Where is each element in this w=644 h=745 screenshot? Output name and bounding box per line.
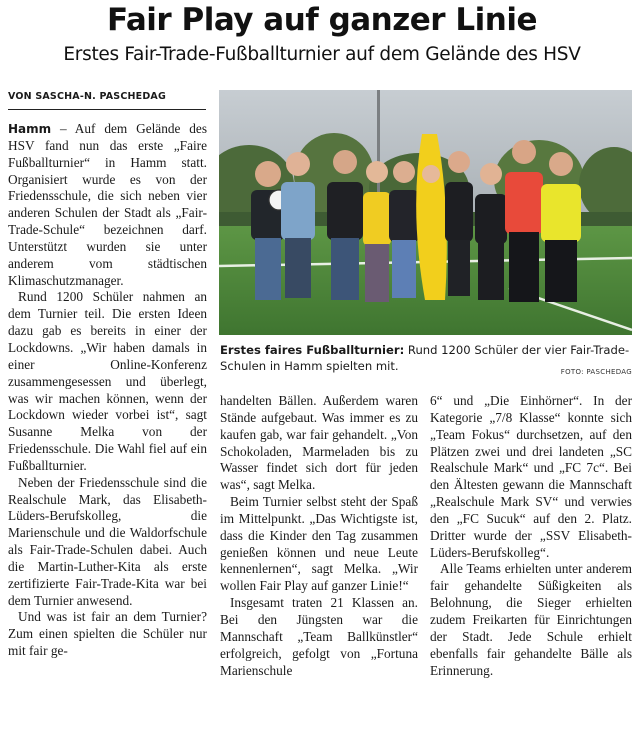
headline: Fair Play auf ganzer Linie <box>107 2 537 38</box>
dateline: Hamm <box>8 122 52 136</box>
paragraph: handelten Bällen. Außerdem waren Stände aufgebaut. Was immer es zu kaufen gab, war fair gehandelt. „Von Schokoladen, Marmeladen bis zu Wasser findet sich dort für jeden was“, sagt Melka. <box>220 393 418 493</box>
paragraph: Rund 1200 Schüler nahmen an dem Turnier teil. Die ersten Ideen dazu gab es bereits in einer der Lockdowns. „Wir haben damals in einer Online-Konferenz zusammengesessen und überlegt, was wir machen können, wenn der Lockdown wieder vorbei ist“, sagt Susanne Melka von der Friedensschule. Die Wahl fiel auf ein Fußballturnier. <box>8 289 207 473</box>
caption-lead: Erstes faires Fußballturnier: <box>220 343 405 357</box>
byline: VON SASCHA-N. PASCHEDAG <box>8 90 206 110</box>
paragraph: Neben der Friedensschule sind die Realschule Mark, das Elisabeth-Lüders-Berufskolleg, die Marienschule und die Waldorfschule als Fair-Trade-Schulen dabei. Auch die Martin-Luther-Kita als erste zertifizierte Fair-Trade-Kita war bei dem Turnier anwesend. <box>8 474 207 608</box>
photo-credit: FOTO: PASCHEDAG <box>560 368 632 376</box>
paragraph <box>8 121 207 289</box>
paragraph-text: – Auf dem Gelände des HSV fand nun das erste „Faire Fußballturnier“ in Hamm statt. Organisiert wurde es von der Friedensschule, die sich neben vier anderen Schulen der Stadt als „Fair-Trade-Schule“ bezeichnen darf. Unterstützt wurden sie unter anderem vom städtischen Klimaschutzmanager. <box>8 121 207 288</box>
paragraph: Und was ist fair an dem Turnier? Zum einen spielten die Schüler nur mit fair ge- <box>8 609 207 659</box>
text-column-2 <box>220 393 418 679</box>
paragraph: 6“ und „Die Einhörner“. In der Kategorie „7/8 Klasse“ konnte sich „Team Fokus“ durchsetzen, auf den Plätzen zwei und drei landeten „SC Realschule Mark“ und „FC 7c“. Bei den Ältesten gewann die Mannschaft „Realschule Mark SV“ und verwies den „FC Sucuk“ auf den 2. Platz. Dritter wurde der „SSV Elisabeth-Lüders-Berufskolleg“. <box>430 393 632 560</box>
text-column-1 <box>8 121 207 660</box>
paragraph: Alle Teams erhielten unter anderem fair gehandelte Süßigkeiten als Belohnung, die Sieger erhielten zudem Freikarten für Einrichtungen der Stadt. Jede Schule erhielt ebenfalls fair gehandelte Bälle als Erinnerung. <box>430 561 632 678</box>
text-column-3 <box>430 393 632 679</box>
caption-text: Rund 1200 Schüler der vier Fair-Trade-Schulen in Hamm spielten mit. <box>220 343 630 373</box>
paragraph: Insgesamt traten 21 Klassen an. Bei den Jüngsten war die Mannschaft „Team Ballkünstler“ erfolgreich, gefolgt von „Fortuna Marienschule <box>220 595 418 678</box>
team-photo <box>219 90 632 335</box>
photo-illustration <box>219 90 632 335</box>
paragraph: Beim Turnier selbst steht der Spaß im Mittelpunkt. „Das Wichtigste ist, dass die Kinder den Tag zusammen genießen können und neue Leute kennenlernen“, sagt Melka. „Wir wollen Fair Play auf ganzer Linie!“ <box>220 494 418 594</box>
subheadline: Erstes Fair-Trade-Fußballturnier auf dem Gelände des HSV <box>63 44 581 65</box>
